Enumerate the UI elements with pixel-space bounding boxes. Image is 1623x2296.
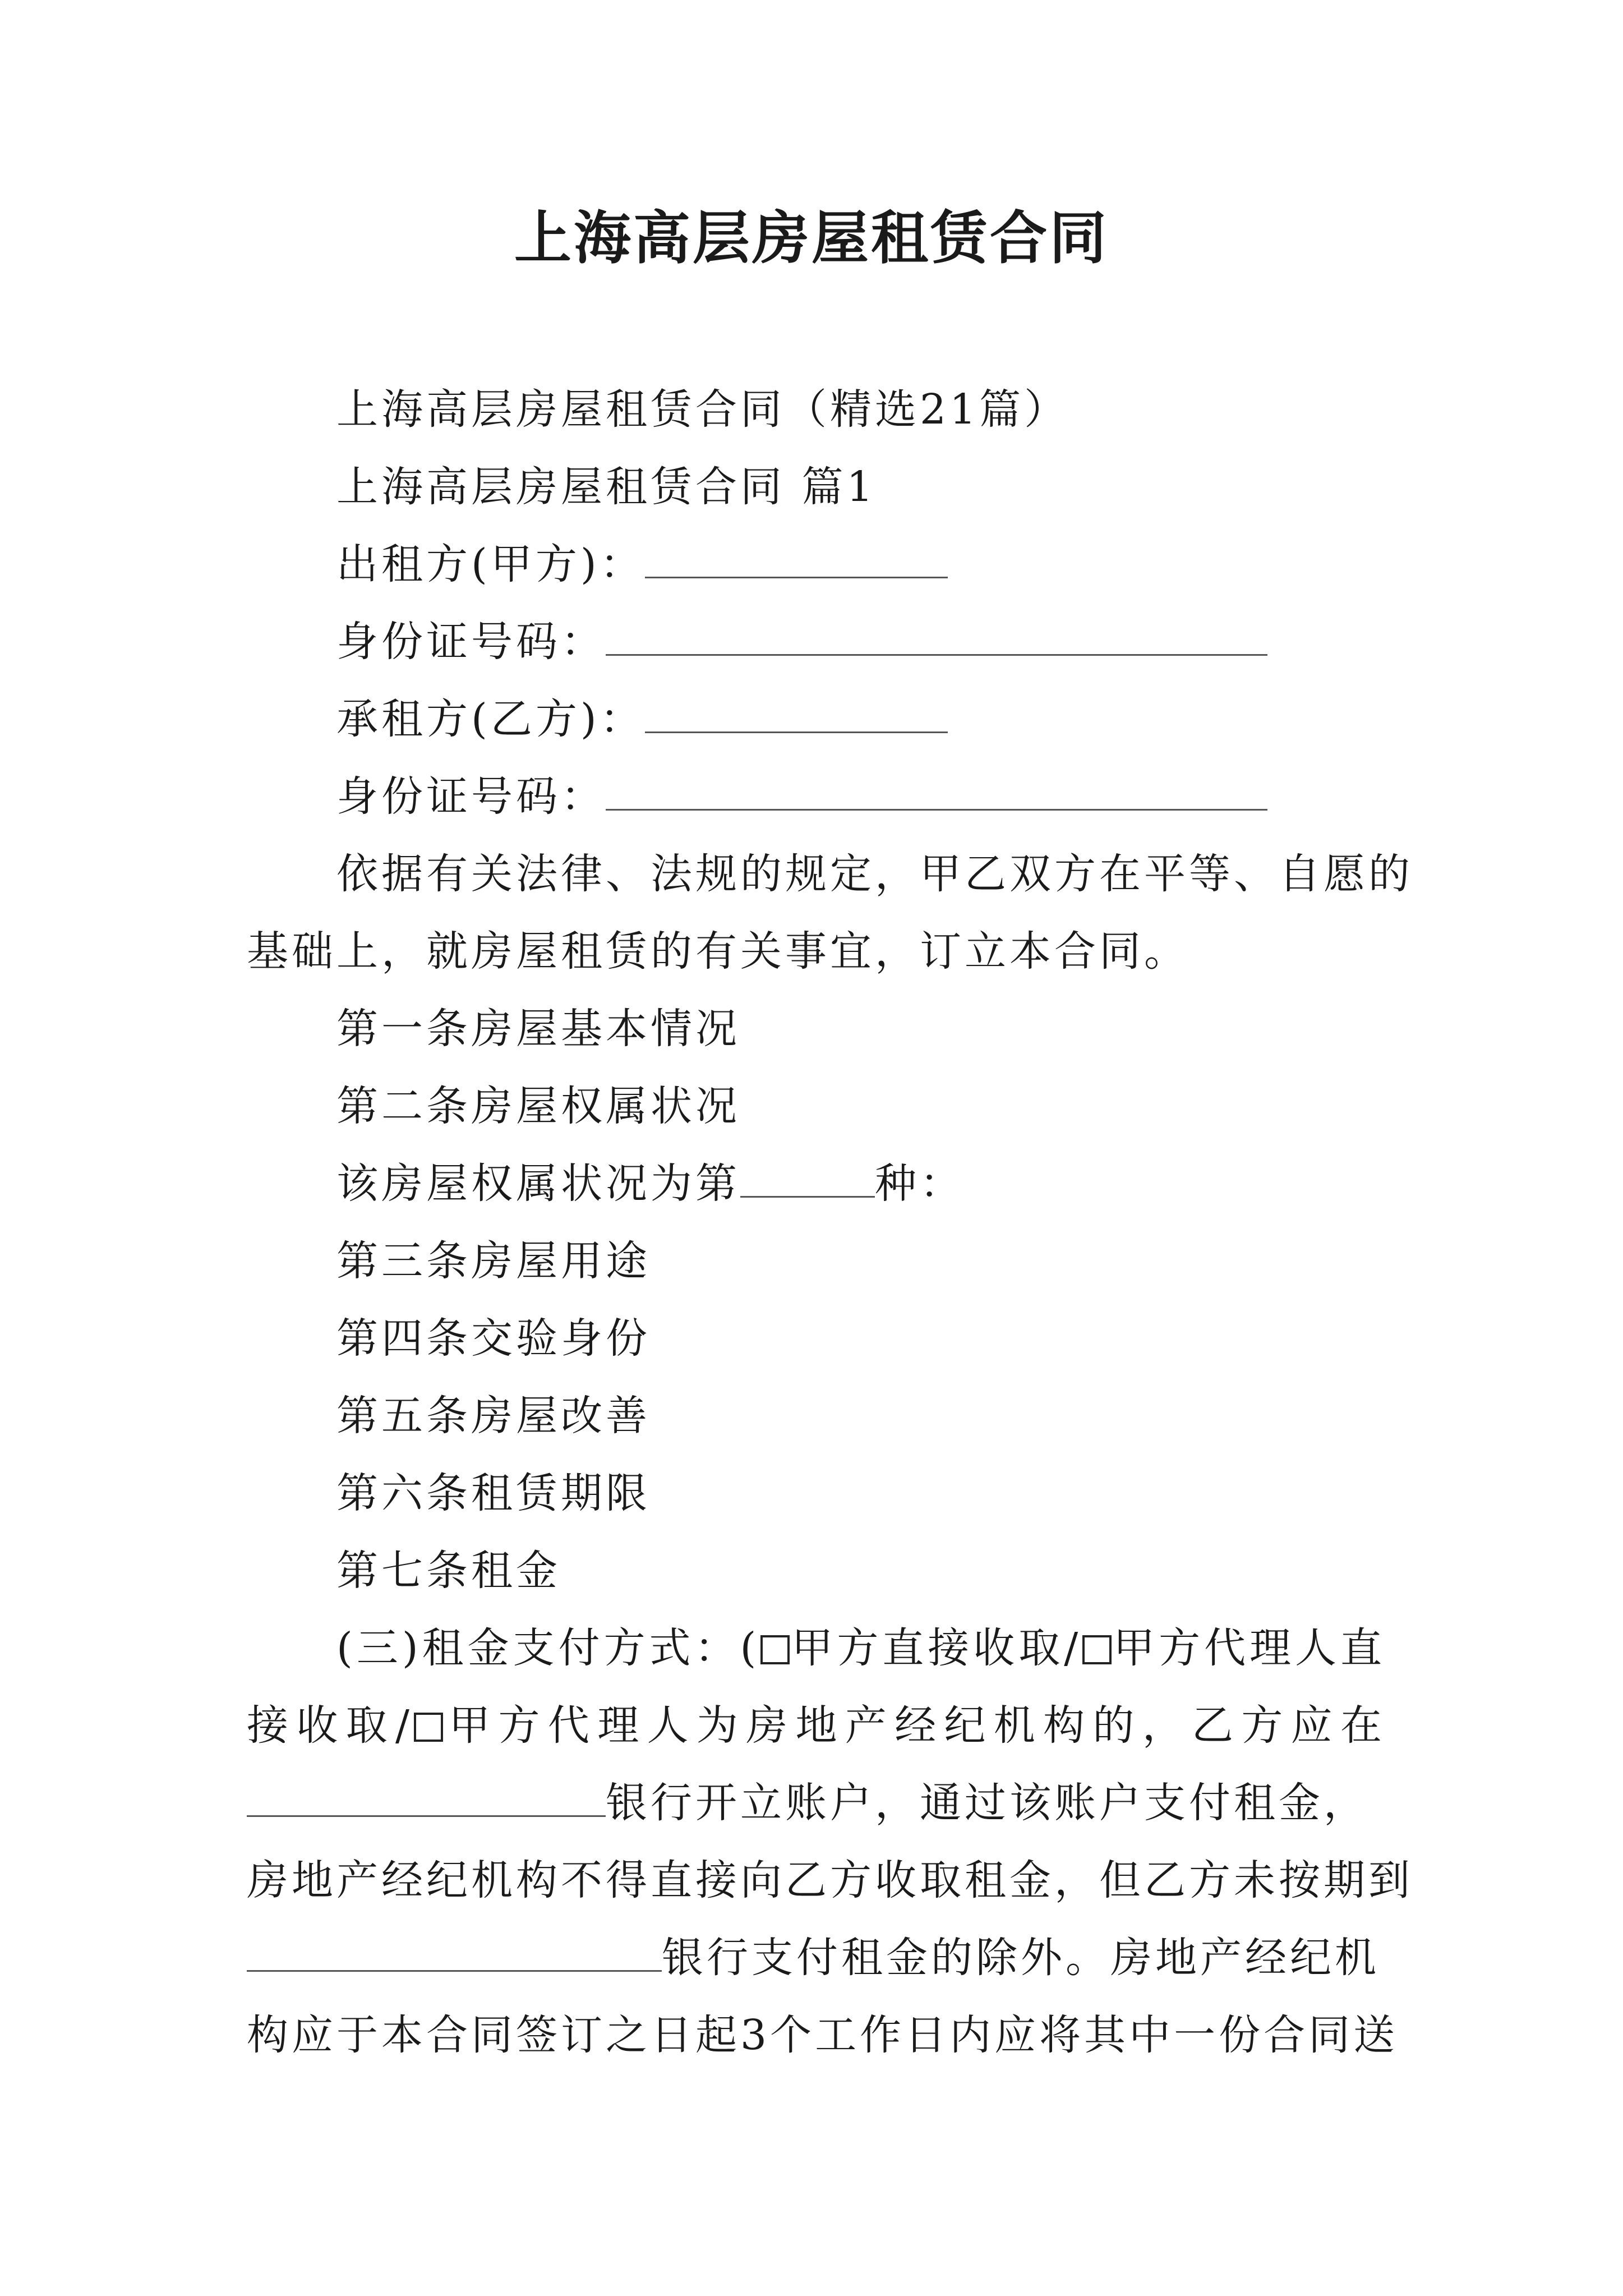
paragraph-line: 依据有关法律、法规的规定，甲乙双方在平等、自愿的 <box>336 850 1413 898</box>
lessor-id-blank[interactable] <box>606 619 1267 656</box>
bank-blank[interactable] <box>247 1780 606 1817</box>
article-7: 第七条租金 <box>336 1547 561 1595</box>
section-heading: 上海高层房屋租赁合同 篇1 <box>336 463 877 511</box>
lessee-id-row <box>336 769 1385 825</box>
ownership-row <box>336 1156 1385 1212</box>
lessor-row <box>336 536 1385 592</box>
article-6: 第六条租赁期限 <box>336 1469 651 1517</box>
article-3: 第三条房屋用途 <box>336 1237 651 1285</box>
paragraph-line: 构应于本合同签订之日起3个工作日内应将其中一份合同送 <box>247 2011 1399 2059</box>
option-agency: 甲方代理人为房地产经纪机构的，乙方应在 <box>444 1701 1386 1750</box>
ownership-blank[interactable] <box>740 1161 875 1198</box>
bank-blank-2[interactable] <box>247 1935 662 1972</box>
lessor-id-row <box>336 614 1385 670</box>
lessee-row <box>336 691 1385 747</box>
checkbox-lessor-direct[interactable] <box>760 1635 790 1664</box>
bank-row-2 <box>247 1930 1385 1986</box>
article-2: 第二条房屋权属状况 <box>336 1082 740 1130</box>
payment-label: (三)租金支付方式：( <box>336 1624 760 1672</box>
lessor-id-label: 身份证号码： <box>336 618 606 666</box>
article-5: 第五条房屋改善 <box>336 1392 651 1440</box>
checkbox-agency[interactable] <box>414 1713 443 1742</box>
lessee-id-blank[interactable] <box>606 774 1267 811</box>
paragraph-line: 房地产经纪机构不得直接向乙方收取租金，但乙方未按期到 <box>247 1856 1413 1904</box>
option-agent-direct: 甲方代理人直 <box>1113 1624 1385 1672</box>
lessee-id-label: 身份证号码： <box>336 772 606 821</box>
bank-row <box>247 1775 1385 1831</box>
ownership-label: 该房屋权属状况为第 <box>336 1159 740 1208</box>
article-4: 第四条交验身份 <box>336 1314 651 1363</box>
lessor-blank[interactable] <box>645 542 948 578</box>
payment-method-line <box>247 1697 1385 1754</box>
lessee-label: 承租方(乙方)： <box>336 695 645 743</box>
option-lessor-direct: 甲方直接收取/ <box>791 1624 1082 1672</box>
lessee-blank[interactable] <box>645 697 948 733</box>
bank-text-2: 银行支付租金的除外。房地产经纪机 <box>662 1934 1380 1982</box>
option-agent-direct-cont: 接收取/ <box>247 1701 413 1750</box>
checkbox-agent-direct[interactable] <box>1082 1635 1112 1664</box>
lessor-label: 出租方(甲方)： <box>336 540 645 588</box>
subtitle: 上海高层房屋租赁合同（精选21篇） <box>336 385 1069 434</box>
bank-text: 银行开立账户，通过该账户支付租金， <box>606 1779 1368 1827</box>
article-1: 第一条房屋基本情况 <box>336 1005 740 1053</box>
payment-method-line <box>336 1620 1385 1676</box>
paragraph-line: 基础上，就房屋租赁的有关事宜，订立本合同。 <box>247 927 1189 976</box>
document-title: 上海高层房屋租赁合同 <box>514 205 1109 272</box>
ownership-suffix: 种： <box>875 1159 965 1208</box>
